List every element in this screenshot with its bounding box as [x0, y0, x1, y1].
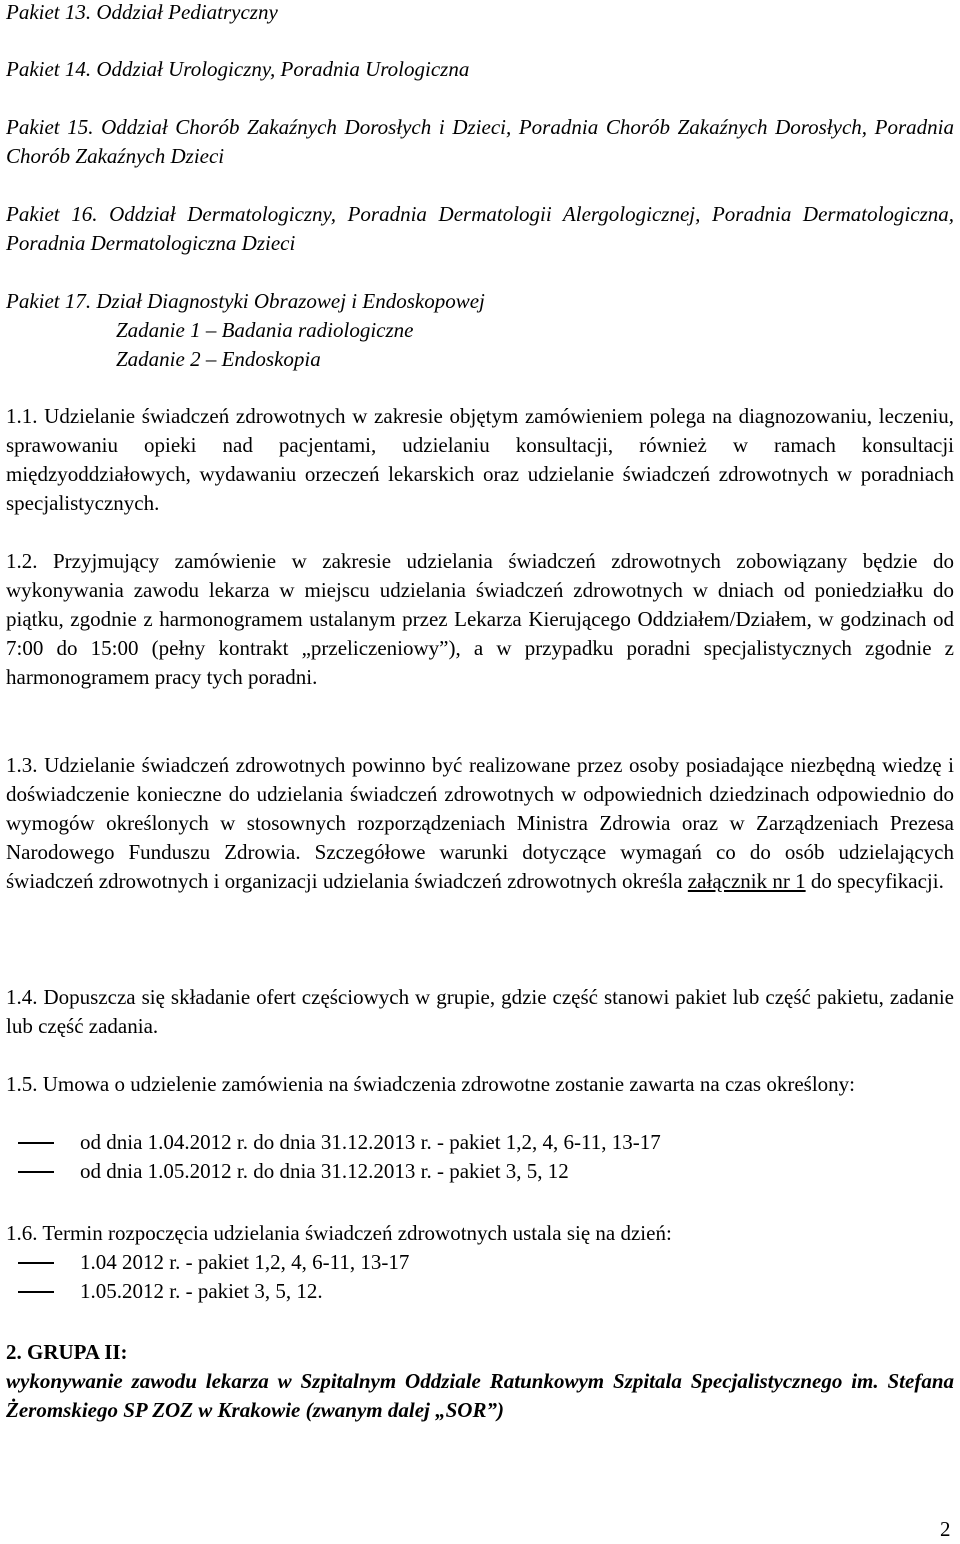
dash-bullet-icon	[18, 1291, 54, 1293]
list-item: 1.04 2012 r. - pakiet 1,2, 4, 6-11, 13-17	[6, 1248, 954, 1277]
section-1-2: 1.2. Przyjmujący zamówienie w zakresie udzielania świadczeń zdrowotnych zobowiązany będzie do wykonywania zawodu lekarza w miejscu udzielania świadczeń zdrowotnych w dniach od poniedziałku do piątku, zgodnie z harmonogramem ustalanym przez Lekarza Kierującego Oddziałem/Działem, w godzinach od 7:00 do 15:00 (pełny kontrakt „przeliczeniowy”), a w przypadku poradni specjalistycznych zgodnie z harmonogramem pracy tych poradni.	[6, 549, 954, 689]
dash-bullet-icon	[18, 1262, 54, 1264]
list-item: od dnia 1.04.2012 r. do dnia 31.12.2013 r. - pakiet 1,2, 4, 6-11, 13-17	[6, 1128, 954, 1157]
list-item: od dnia 1.05.2012 r. do dnia 31.12.2013 r. - pakiet 3, 5, 12	[6, 1157, 954, 1186]
pakiet-13: Pakiet 13. Oddział Pediatryczny	[6, 0, 278, 24]
section-1-6: 1.6. Termin rozpoczęcia udzielania świadczeń zdrowotnych ustala się na dzień:	[6, 1221, 672, 1245]
attachment-1-link[interactable]: załącznik nr 1	[687, 869, 806, 893]
pakiet-17: Pakiet 17. Dział Diagnostyki Obrazowej i Endoskopowej	[6, 289, 485, 313]
section-1-4: 1.4. Dopuszcza się składanie ofert częściowych w grupie, gdzie część stanowi pakiet lub część pakietu, zadanie lub część zadania.	[6, 985, 954, 1038]
section-1-6-list	[6, 1248, 954, 1306]
section-1-3	[6, 751, 954, 896]
pakiet-15: Pakiet 15. Oddział Chorób Zakaźnych Dorosłych i Dzieci, Poradnia Chorób Zakaźnych Dorosłych, Poradnia Chorób Zakaźnych Dzieci	[6, 115, 954, 168]
pakiet-16: Pakiet 16. Oddział Dermatologiczny, Poradnia Dermatologii Alergologicznej, Poradnia Dermatologiczna, Poradnia Dermatologiczna Dzieci	[6, 202, 954, 255]
section-1-3-text-b: do specyfikacji.	[805, 869, 944, 893]
page-number: 2	[940, 1517, 951, 1541]
section-1-5: 1.5. Umowa o udzielenie zamówienia na świadczenia zdrowotne zostanie zawarta na czas określony:	[6, 1072, 855, 1096]
dash-bullet-icon	[18, 1171, 54, 1173]
section-1-5-list	[6, 1128, 954, 1186]
pakiet-17-zadanie-2: Zadanie 2 – Endoskopia	[116, 347, 321, 371]
pakiet-17-zadanie-1: Zadanie 1 – Badania radiologiczne	[116, 318, 414, 342]
pakiet-14: Pakiet 14. Oddział Urologiczny, Poradnia Urologiczna	[6, 57, 470, 81]
section-1-1: 1.1. Udzielanie świadczeń zdrowotnych w zakresie objętym zamówieniem polega na diagnozowaniu, leczeniu, sprawowaniu opieki nad pacjentami, udzielaniu konsultacji, również w ramach konsultacji międzyoddziałowych, wydawaniu orzeczeń lekarskich oraz udzielanie świadczeń zdrowotnych w poradniach specjalistycznych.	[6, 404, 954, 515]
grupa-2-description: wykonywanie zawodu lekarza w Szpitalnym Oddziale Ratunkowym Szpitala Specjalistycznego im. Stefana Żeromskiego SP ZOZ w Krakowie (zwanym dalej „SOR”)	[6, 1369, 954, 1422]
dash-bullet-icon	[18, 1142, 54, 1144]
list-item: 1.05.2012 r. - pakiet 3, 5, 12.	[6, 1277, 954, 1306]
grupa-2-heading: 2. GRUPA II:	[6, 1340, 128, 1364]
section-1-3-text-a: 1.3. Udzielanie świadczeń zdrowotnych powinno być realizowane przez osoby posiadające niezbędną wiedzę i doświadczenie konieczne do udzielania świadczeń zdrowotnych w odpowiednich dziedzinach odpowiednio do wymogów określonych w stosownych rozporządzeniach Ministra Zdrowia oraz w Zarządzeniach Prezesa Narodowego Funduszu Zdrowia. Szczegółowe warunki dotyczące wymagań co do osób udzielających świadczeń zdrowotnych i organizacji udzielania świadczeń zdrowotnych określa	[6, 753, 954, 893]
